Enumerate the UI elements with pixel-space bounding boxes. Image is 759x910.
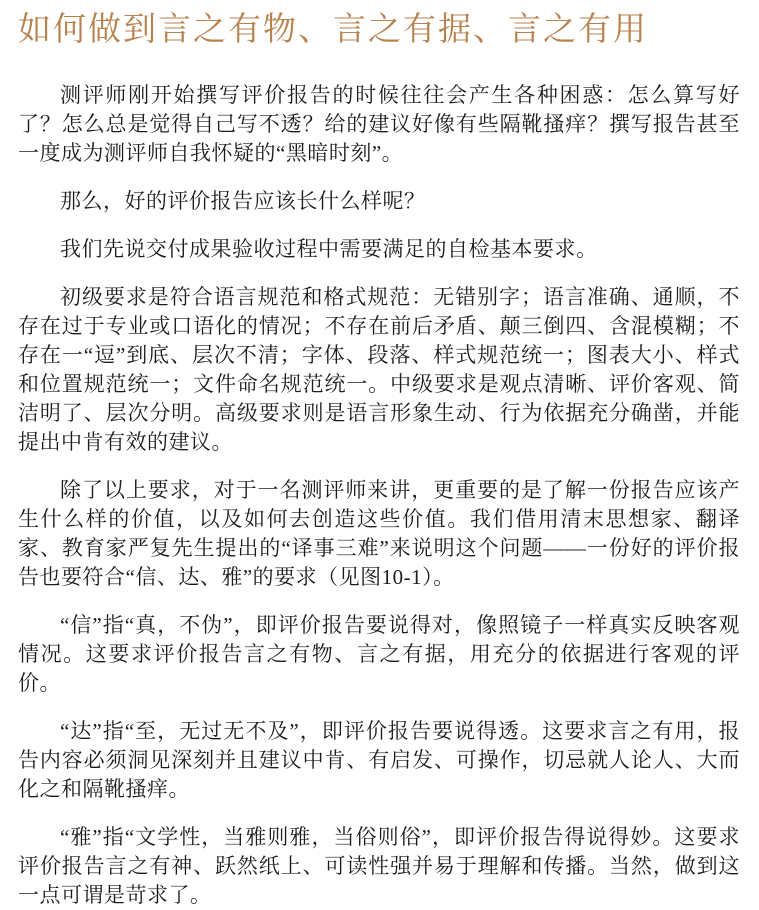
- paragraph: 初级要求是符合语言规范和格式规范：无错别字；语言准确、通顺，不存在过于专业或口语化的情况；不存在前后矛盾、颠三倒四、含混模糊；不存在一“逗”到底、层次不清；字体、段落、样式规范统一；图表大小、样式和位置规范统一；文件命名规范统一。中级要求是观点清晰、评价客观、简洁明了、层次分明。高级要求则是语言形象生动、行为依据充分确凿，并能提出中肯有效的建议。: [18, 285, 740, 454]
- paragraph: “信”指“真，不伪”，即评价报告要说得对，像照镜子一样真实反映客观情况。这要求评价报告言之有物、言之有据，用充分的依据进行客观的评价。: [18, 613, 740, 695]
- page-title: 如何做到言之有物、言之有据、言之有用: [18, 12, 648, 48]
- paragraph: 测评师刚开始撰写评价报告的时候往往会产生各种困惑：怎么算写好了？怎么总是觉得自己写不透？给的建议好像有些隔靴搔痒？撰写报告甚至一度成为测评师自我怀疑的“黑暗时刻”。: [18, 83, 740, 165]
- paragraph: 除了以上要求，对于一名测评师来讲，更重要的是了解一份报告应该产生什么样的价值，以及如何去创造这些价值。我们借用清末思想家、翻译家、教育家严复先生提出的“译事三难”来说明这个问题——一份好的评价报告也要符合“信、达、雅”的要求（见图10-1）。: [18, 478, 740, 589]
- document-body: [18, 81, 740, 910]
- paragraph: “雅”指“文学性，当雅则雅，当俗则俗”，即评价报告得说得妙。这要求评价报告言之有神、跃然纸上、可读性强并易于理解和传播。当然，做到这一点可谓是苛求了。: [18, 825, 740, 907]
- paragraph: 那么，好的评价报告应该长什么样呢？: [60, 189, 426, 213]
- paragraph: “达”指“至，无过无不及”，即评价报告要说得透。这要求言之有用，报告内容必须洞见深刻并且建议中肯、有启发、可操作，切忌就人论人、大而化之和隔靴搔痒。: [18, 719, 740, 801]
- paragraph: 我们先说交付成果验收过程中需要满足的自检基本要求。: [60, 237, 598, 261]
